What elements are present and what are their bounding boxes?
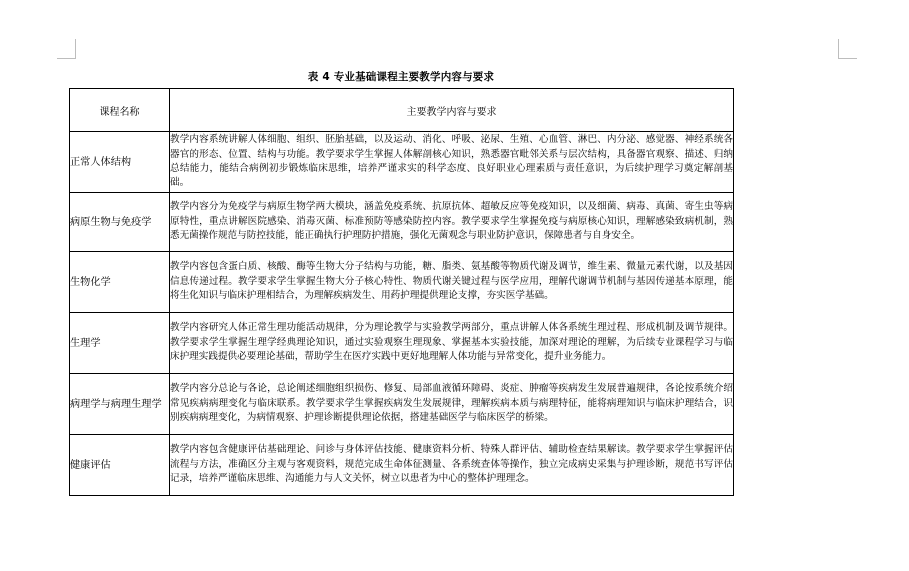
course-content-table	[69, 88, 734, 496]
course-description-cell: 教学内容研究人体正常生理功能活动规律，分为理论教学与实验教学两部分，重点讲解人体各系统生理过程、形成机制及调节规律。教学要求学生掌握生理学经典理论知识，通过实验观察生理现象、掌握基本实验技能，加深对理论的理解，为后续专业课程学习与临床护理实践提供必要理论基础，帮助学生在医疗实践中更好地理解人体功能与异常变化，提升业务能力。	[170, 313, 734, 374]
course-description-cell: 教学内容包含健康评估基础理论、问诊与身体评估技能、健康资料分析、特殊人群评估、辅助检查结果解读。教学要求学生掌握评估流程与方法，准确区分主观与客观资料，规范完成生命体征测量、各系统查体等操作，独立完成病史采集与护理诊断，规范书写评估记录，培养严谨临床思维、沟通能力与人文关怀，树立以患者为中心的整体护理理念。	[170, 435, 734, 496]
course-name-cell: 正常人体结构	[70, 132, 170, 193]
table-row	[70, 132, 734, 193]
table-row	[70, 313, 734, 374]
header-course-name: 课程名称	[70, 89, 170, 132]
course-description-cell: 教学内容分为免疫学与病原生物学两大模块，涵盖免疫系统、抗原抗体、超敏反应等免疫知识，以及细菌、病毒、真菌、寄生虫等病原特性，重点讲解医院感染、消毒灭菌、标准预防等感染防控内容。教学要求学生掌握免疫与病原核心知识，理解感染致病机制，熟悉无菌操作规范与防控技能，能正确执行护理防护措施，强化无菌观念与职业防护意识，保障患者与自身安全。	[170, 193, 734, 252]
table-row	[70, 252, 734, 313]
crop-mark-top-left-vertical	[75, 39, 76, 59]
crop-mark-top-right-vertical	[838, 39, 839, 59]
table-caption: 表 4 专业基础课程主要教学内容与要求	[307, 71, 495, 83]
course-name-cell: 健康评估	[70, 435, 170, 496]
course-name-cell: 生物化学	[70, 252, 170, 313]
course-name-cell: 生理学	[70, 313, 170, 374]
table-row	[70, 193, 734, 252]
table-row	[70, 374, 734, 435]
crop-mark-top-left-horizontal	[57, 58, 76, 59]
course-description-cell: 教学内容系统讲解人体细胞、组织、胚胎基础，以及运动、消化、呼吸、泌尿、生殖、心血管、淋巴、内分泌、感觉器、神经系统各器官的形态、位置、结构与功能。教学要求学生掌握人体解剖核心知识，熟悉器官毗邻关系与层次结构，具备器官观察、描述、归纳总结能力，能结合病例初步锻炼临床思维，培养严谨求实的科学态度、良好职业心理素质与责任意识，为后续护理学习奠定解剖基础。	[170, 132, 734, 193]
course-name-cell: 病原生物与免疫学	[70, 193, 170, 252]
header-content-requirements: 主要教学内容与要求	[170, 89, 734, 132]
table-header-row	[70, 89, 734, 132]
course-description-cell: 教学内容包含蛋白质、核酸、酶等生物大分子结构与功能，糖、脂类、氨基酸等物质代谢及调节，维生素、微量元素代谢，以及基因信息传递过程。教学要求学生掌握生物大分子核心特性、物质代谢关键过程与医学应用，理解代谢调节机制与基因传递基本原理，能将生化知识与临床护理相结合，为理解疾病发生、用药护理提供理论支撑，夯实医学基础。	[170, 252, 734, 313]
crop-mark-top-right-horizontal	[838, 58, 857, 59]
course-description-cell: 教学内容分总论与各论，总论阐述细胞组织损伤、修复、局部血液循环障碍、炎症、肿瘤等疾病发生发展普遍规律，各论按系统介绍常见疾病病理变化与临床联系。教学要求学生掌握疾病发生发展规律，理解疾病本质与病理特征，能将病理知识与临床护理结合，识别疾病病理变化，为病情观察、护理诊断提供理论依据，搭建基础医学与临床医学的桥梁。	[170, 374, 734, 435]
course-name-cell: 病理学与病理生理学	[70, 374, 170, 435]
table-row	[70, 435, 734, 496]
